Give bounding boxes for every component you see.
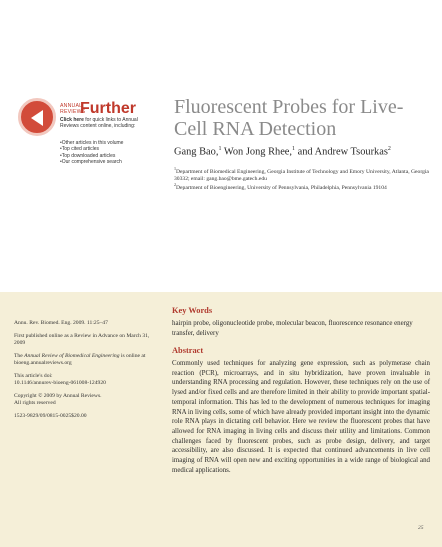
further-label[interactable]: Further (80, 100, 136, 117)
further-link-other-articles[interactable]: • Other articles in this volume (60, 140, 146, 146)
online-note (14, 353, 150, 368)
article-title: Fluorescent Probes for Live-Cell RNA Detection (174, 96, 404, 140)
affiliation-text: Department of Bioengineering, University of Pennsylvania, Philadelphia, Pennsylvania 19104 (176, 184, 387, 191)
further-description (60, 117, 144, 130)
further-links (60, 140, 146, 165)
affil-marker: 1 (174, 166, 176, 171)
author-affil-marker: 1 (218, 146, 222, 152)
author-name: Gang Bao, (174, 146, 219, 158)
author-affil-marker: 1 (292, 146, 296, 152)
journal-name: Annual Review of Biomedical Engineering (24, 353, 120, 359)
author-name: Won Jong Rhee, (223, 146, 293, 158)
annual-reviews-label: ANNUAL REVIEWS (60, 103, 86, 115)
further-link-top-downloaded[interactable]: • Top downloaded articles (60, 153, 146, 159)
affiliation-text: Department of Biomedical Engineering, Georgia Institute of Technology and Emory University, Atlanta, Georgia 30332; email: gang.bao@bme.gatech.edu (174, 168, 429, 183)
back-arrow-icon[interactable] (18, 98, 56, 136)
affil-marker: 2 (174, 182, 176, 187)
abstract-text: Commonly used techniques for analyzing gene expression, such as polymerase chain reaction (PCR), microarrays, and in situ hybridization, have proven invaluable in understanding RNA processing and regulation. However, these techniques rely on the use of lysed and/or fixed cells and are therefore limited in their ability to provide important spatial-temporal information. This has led to the development of numerous techniques for imaging RNA in living cells, some of which have already provided important insight into the dynamic role RNA plays in dictating cell behavior. Here we review the fluorescent probes that have allowed for RNA imaging in living cells and discuss their utility and limitations. Common challenges faced by fluorescent probes, such as probe design, delivery, and target accessibility, are also discussed. It is expected that continued advancements in live cell imaging of RNA will open new and exciting opportunities in a wide range of biological and medical applications. (172, 360, 430, 474)
doi-link[interactable]: 10.1146/annurev-bioeng-061008-124920 (14, 380, 106, 386)
issn: 1523-9829/09/0815-0025$20.00 (14, 413, 87, 419)
author-affil-marker: 2 (387, 146, 391, 152)
keywords-text: hairpin probe, oligonucleotide probe, molecular beacon, fluorescence resonance energy transfer, delivery (172, 320, 413, 337)
keywords-heading: Key Words (172, 306, 213, 315)
author-name: and Andrew Tsourkas (297, 146, 388, 158)
abstract-heading: Abstract (172, 346, 204, 355)
author-list (174, 146, 434, 157)
click-here-link[interactable]: Click here (60, 117, 84, 123)
first-published: First published online as a Review in Advance on March 31, 2009 (14, 333, 150, 347)
page-number: 25 (418, 525, 424, 531)
copyright: Copyright © 2009 by Annual Reviews. All rights reserved (14, 393, 102, 407)
further-link-search[interactable]: • Our comprehensive search (60, 159, 146, 165)
citation: Annu. Rev. Biomed. Eng. 2009. 11:25–47 (14, 320, 108, 326)
online-note-post: is online at bioeng.annualreviews.org (14, 353, 146, 367)
affiliation (174, 181, 436, 192)
doi-label: This article's doi: (14, 373, 53, 379)
further-description-text: for quick links to Annual Reviews content online, including: (60, 117, 138, 130)
online-note-pre: The (14, 353, 25, 359)
further-link-top-cited[interactable]: • Top cited articles (60, 146, 146, 152)
